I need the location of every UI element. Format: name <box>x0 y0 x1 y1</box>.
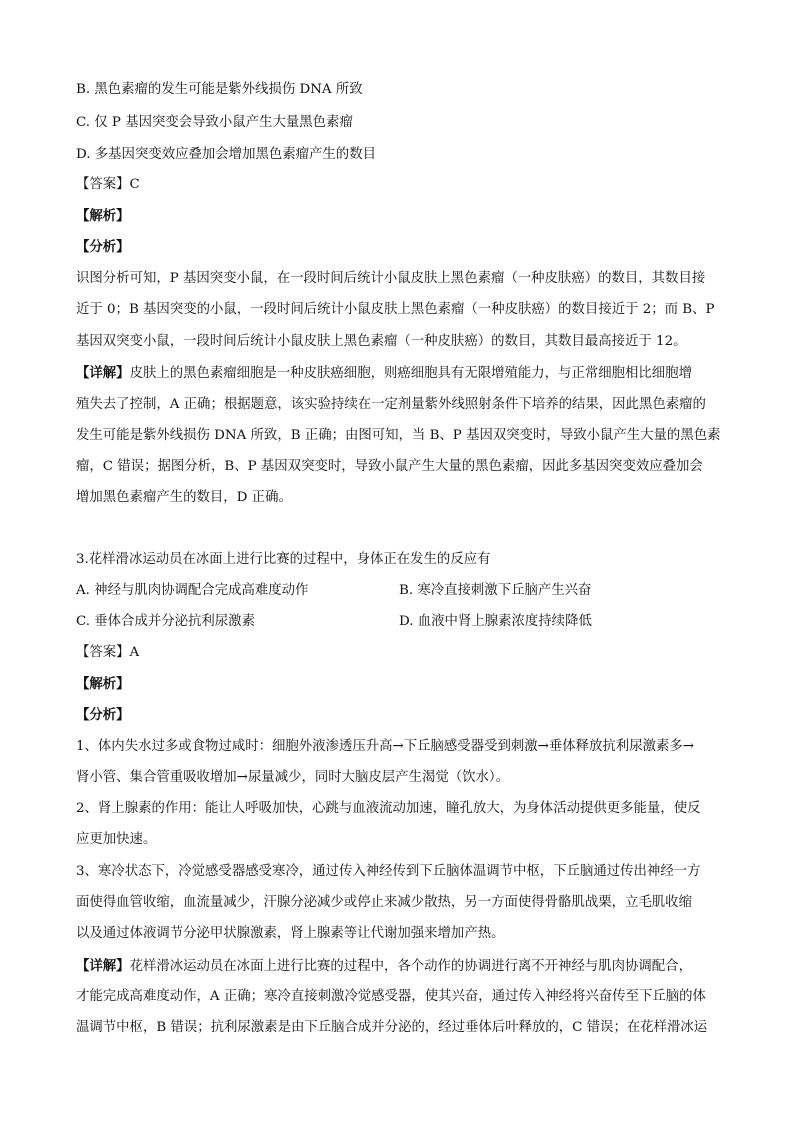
q2-option-c: C. 仅 P 基因突变会导致小鼠产生大量黑色素瘤 <box>76 115 353 130</box>
q3-detail-label: 【详解】 <box>76 958 130 974</box>
q3-option-a: A. 神经与肌肉协调配合完成高难度动作 <box>76 583 309 598</box>
q3-fenxi-line: 以及通过体液调节分泌甲状腺激素，肾上腺素等让代谢加强来增加产热。 <box>76 926 505 941</box>
q3-fenxi-line: 面使得血管收缩，血流量减少，汗腺分泌减少或停止来减少散热，另一方面使得骨骼肌战栗，立毛肌收缩 <box>76 895 692 910</box>
q2-fenxi-line: 基因双突变小鼠，一段时间后统计小鼠皮肤上黑色素瘤（一种皮肤癌）的数目，其数目最高接近于 12。 <box>76 334 687 349</box>
q3-answer: 【答案】A <box>76 645 140 660</box>
q3-fenxi-line: 3、寒冷状态下，冷觉感受器感受寒冷，通过传入神经传到下丘脑体温调节中枢，下丘脑通过传出神经一方 <box>76 864 701 879</box>
q3-option-b: B. 寒冷直接刺激下丘脑产生兴奋 <box>399 583 592 598</box>
q2-option-d: D. 多基因突变效应叠加会增加黑色素瘤产生的数目 <box>76 147 376 162</box>
q2-analysis-label: 【解析】 <box>76 208 130 224</box>
q3-option-d: D. 血液中肾上腺素浓度持续降低 <box>399 614 592 629</box>
q2-fenxi-line: 近于 0；B 基因突变的小鼠，一段时间后统计小鼠皮肤上黑色素瘤（一种皮肤癌）的数目接近于 2；而 B、P <box>76 302 715 317</box>
q2-detail-label: 【详解】 <box>76 365 130 381</box>
q3-fenxi-line: 肾小管、集合管重吸收增加→尿量减少，同时大脑皮层产生渴觉（饮水）。 <box>76 770 510 785</box>
q2-detail-line: 殖失去了控制，A 正确；根据题意，该实验持续在一定剂量紫外线照射条件下培养的结果，因此黑色素瘤的 <box>76 397 706 412</box>
q3-fenxi-line: 1、体内失水过多或食物过咸时：细胞外液渗透压升高→下丘脑感受器受到刺激→垂体释放抗利尿激素多→ <box>76 739 694 754</box>
q2-answer: 【答案】C <box>76 177 140 192</box>
q3-detail-line: 温调节中枢，B 错误；抗利尿激素是由下丘脑合成并分泌的，经过垂体后叶释放的，C 错误；在花样滑冰运 <box>76 1020 708 1035</box>
q3-detail-line: 才能完成高难度动作，A 正确；寒冷直接刺激冷觉感受器，使其兴奋，通过传入神经将兴奋传至下丘脑的体 <box>76 989 706 1004</box>
q3-option-c: C. 垂体合成并分泌抗利尿激素 <box>76 614 255 629</box>
q3-detail-line: 【详解】花样滑冰运动员在冰面上进行比赛的过程中，各个动作的协调进行离不开神经与肌肉协调配合， <box>76 958 692 974</box>
q2-detail-line: 瘤，C 错误；据图分析，B、P 基因双突变时，导致小鼠产生大量的黑色素瘤，因此多基因突变效应叠加会 <box>76 459 703 474</box>
q3-fenxi-line: 应更加快速。 <box>76 832 157 847</box>
q2-option-b: B. 黑色素瘤的发生可能是紫外线损伤 DNA 所致 <box>76 82 363 97</box>
q3-option-row <box>76 612 736 632</box>
q3-fenxi-label: 【分析】 <box>76 707 130 723</box>
q2-fenxi-line: 识图分析可知，P 基因突变小鼠，在一段时间后统计小鼠皮肤上黑色素瘤（一种皮肤癌）的数目，其数目接 <box>76 271 706 286</box>
q2-fenxi-label: 【分析】 <box>76 239 130 255</box>
q3-analysis-label: 【解析】 <box>76 676 130 692</box>
q3-option-row <box>76 581 736 601</box>
q2-detail-line: 增加黑色素瘤产生的数目，D 正确。 <box>76 490 292 505</box>
q3-stem: 3.花样滑冰运动员在冰面上进行比赛的过程中，身体正在发生的反应有 <box>76 552 491 567</box>
q2-detail-line: 【详解】皮肤上的黑色素瘤细胞是一种皮肤癌细胞，则癌细胞具有无限增殖能力，与正常细胞相比细胞增 <box>76 365 692 381</box>
q3-fenxi-line: 2、肾上腺素的作用：能让人呼吸加快，心跳与血液流动加速，瞳孔放大，为身体活动提供更多能量，使反 <box>76 801 701 816</box>
q2-detail-line: 发生可能是紫外线损伤 DNA 所致，B 正确；由图可知，当 B、P 基因双突变时，导致小鼠产生大量的黑色素 <box>76 428 721 443</box>
